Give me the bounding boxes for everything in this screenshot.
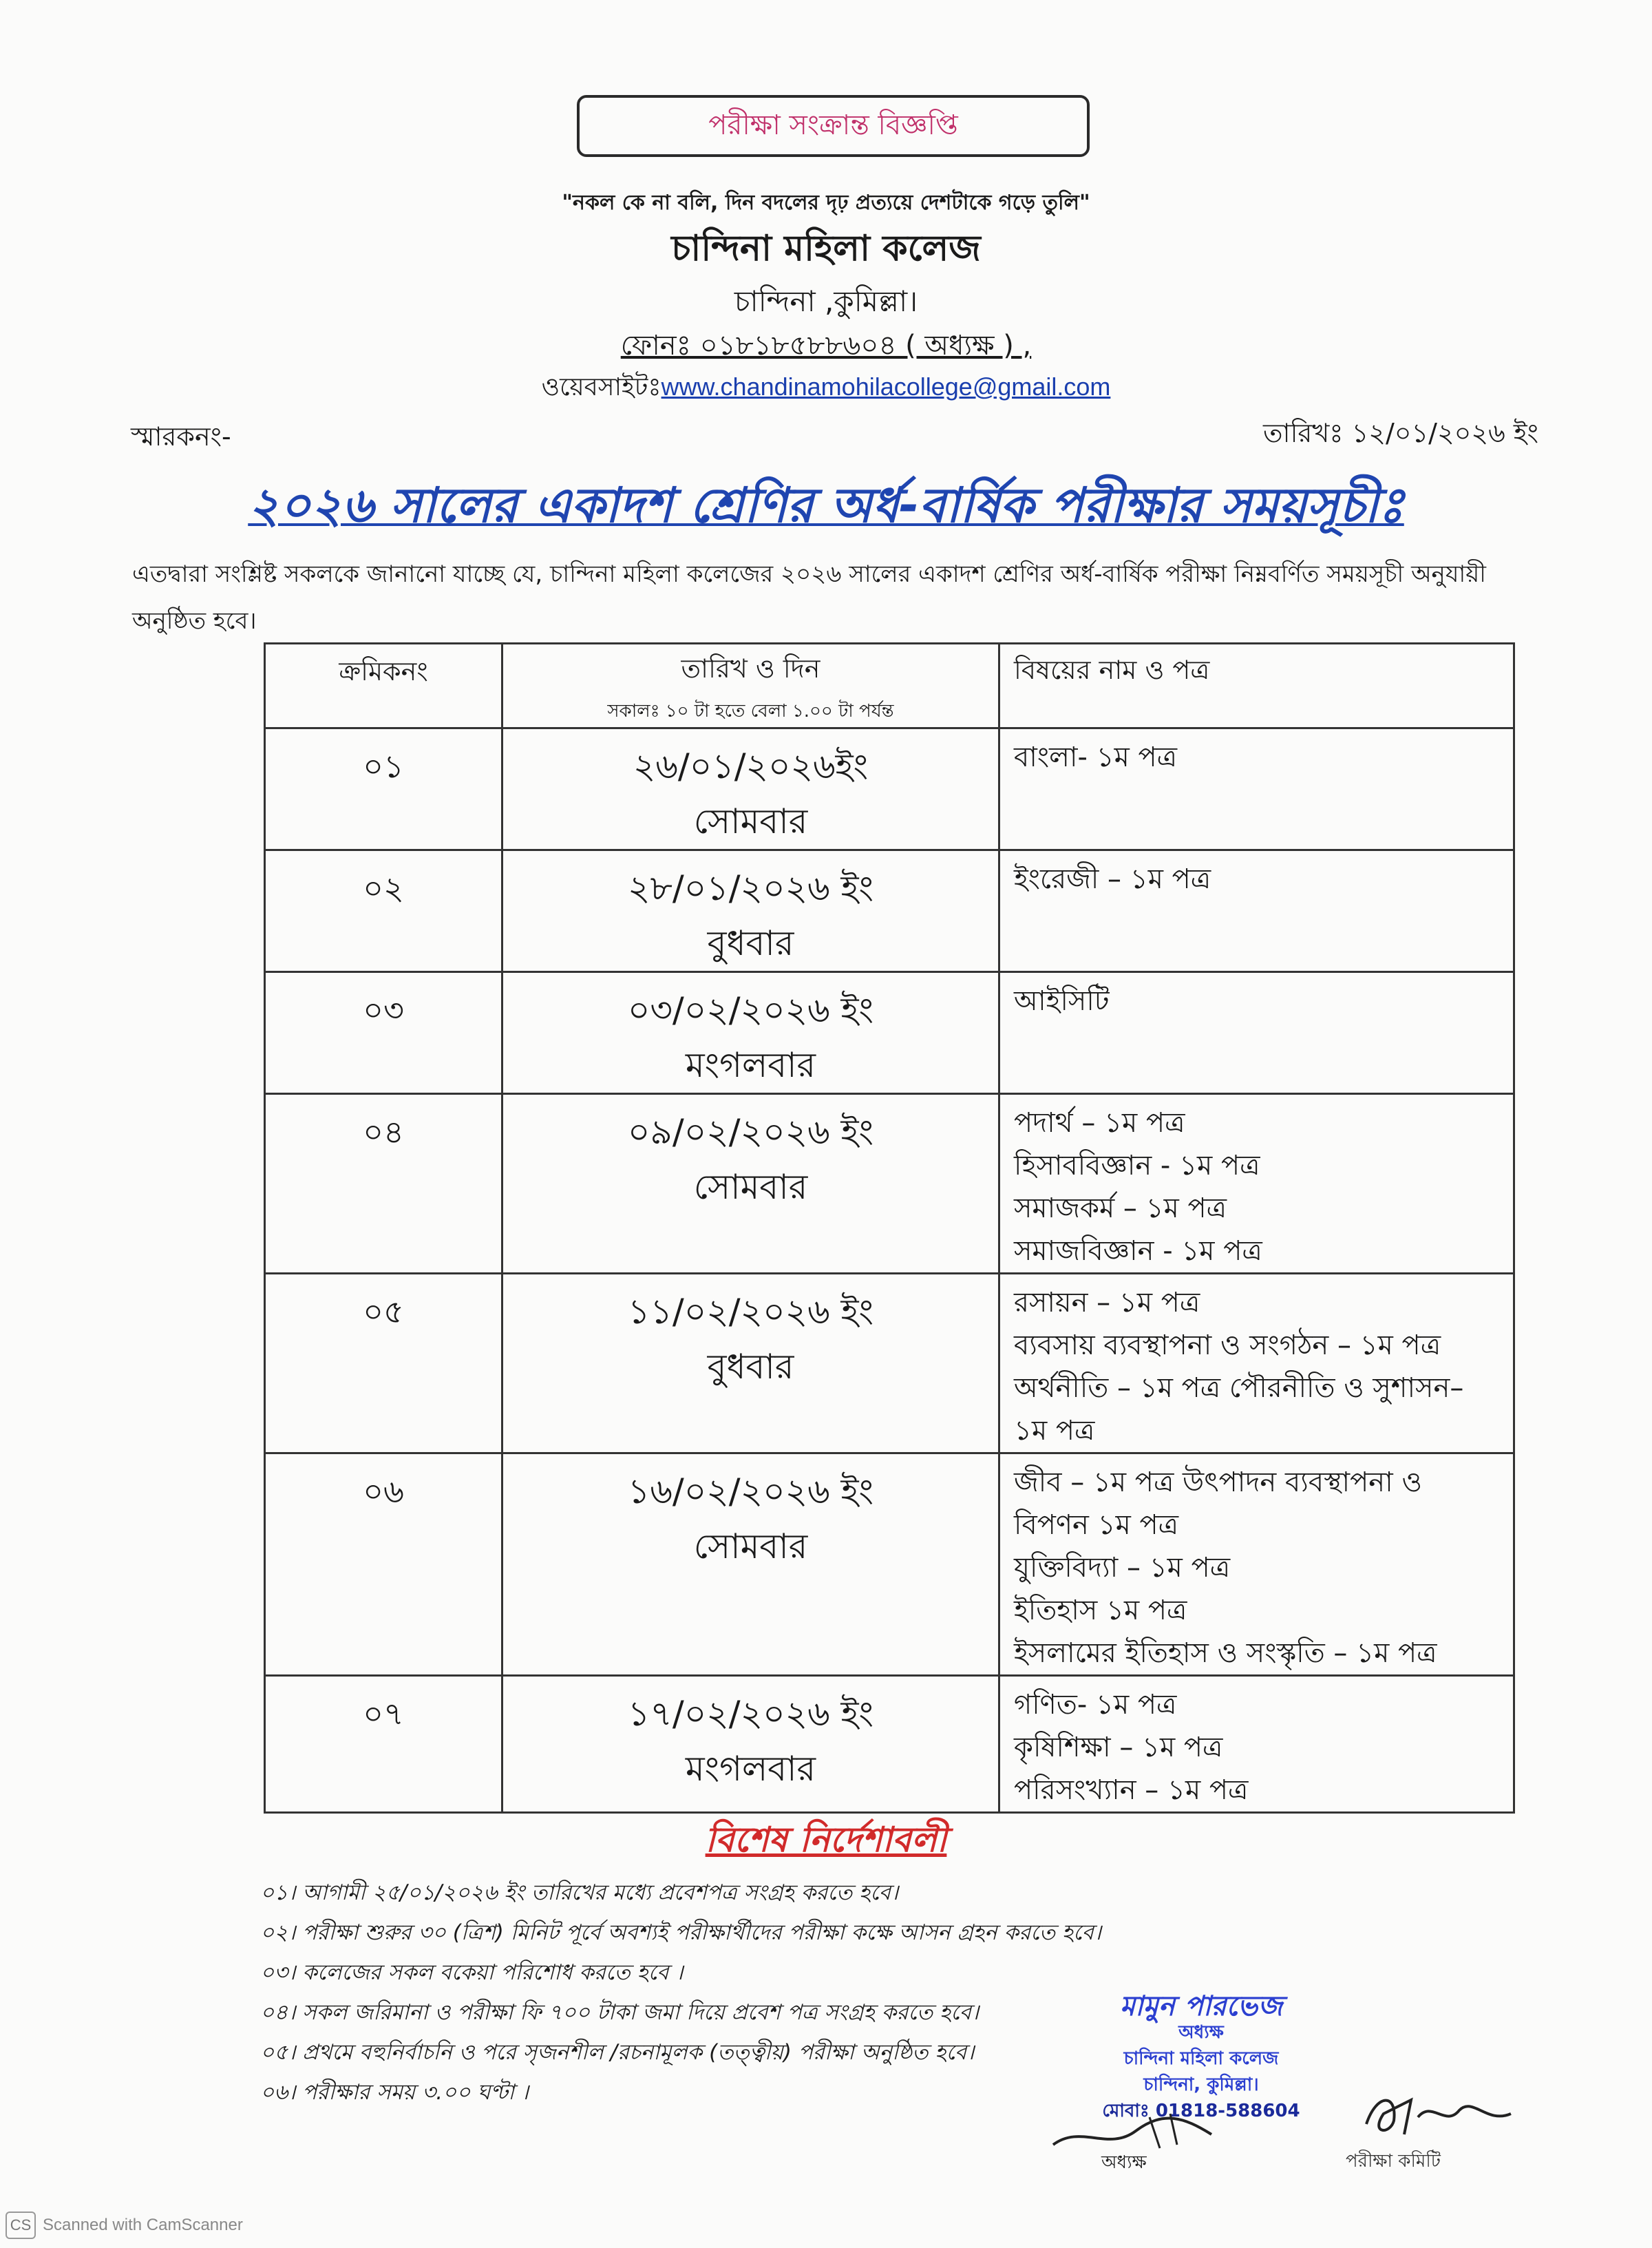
row-date: ০৩/০২/২০২৬ ইং [627, 990, 874, 1030]
subject-line: ইংরেজী – ১ম পত্র [1014, 863, 1211, 895]
row-date: ১৭/০২/২০২৬ ইং [627, 1694, 874, 1734]
camscanner-logo: CS [6, 2212, 36, 2239]
principal-label: অধ্যক্ষ [1101, 2152, 1147, 2173]
row-date-day [502, 1453, 999, 1676]
row-date-day [502, 1676, 999, 1813]
committee-label: পরীক্ষা কমিটি [1346, 2151, 1441, 2172]
instruction-item: ০৫। প্রথমে বহুনির্বাচনি ও পরে সৃজনশীল /রচনামূলক (তত্ত্বীয়) পরীক্ষা অনুষ্ঠিত হবে। [260, 2040, 975, 2065]
row-subjects [999, 1676, 1514, 1813]
row-subjects [999, 1094, 1514, 1274]
row-day: সোমবার [693, 1167, 808, 1207]
row-date-day [502, 1094, 999, 1274]
header-date-day-label: তারিখ ও দিন [681, 653, 820, 684]
row-subjects [999, 1274, 1514, 1453]
table-row [265, 850, 1514, 972]
table-row [265, 1453, 1514, 1676]
stamp-location: চান্দিনা, কুমিল্লা। [1143, 2074, 1259, 2095]
header-subject: বিষয়ের নাম ও পত্র [999, 644, 1514, 728]
college-name: চান্দিনা মহিলা কলেজ [671, 228, 981, 269]
row-serial: ০৪ [265, 1094, 502, 1274]
row-day: সোমবার [693, 801, 808, 841]
stamp-title: অধ্যক্ষ [1178, 2022, 1224, 2043]
header-date-day [502, 644, 999, 728]
row-date: ২৬/০১/২০২৬ইং [633, 746, 869, 786]
college-website [0, 368, 1652, 410]
subject-line: ১ম পত্র [1014, 1415, 1095, 1447]
header-serial: ক্রমিকনং [265, 644, 502, 728]
subject-line: আইসিটি [1014, 985, 1110, 1017]
row-serial: ০১ [265, 728, 502, 850]
instruction-item: ০৪। সকল জরিমানা ও পরীক্ষা ফি ৭০০ টাকা জমা দিয়ে প্রবেশ পত্র সংগ্রহ করতে হবে। [260, 2000, 979, 2025]
table-header-row [265, 644, 1514, 728]
camscanner-watermark: Scanned with CamScanner [43, 2216, 243, 2234]
subject-line: ইতিহাস ১ম পত্র [1014, 1595, 1187, 1626]
subject-line: বিপণন ১ম পত্র [1014, 1509, 1179, 1541]
row-day: মংগলবার [685, 1045, 816, 1085]
subject-line: জীব – ১ম পত্র উৎপাদন ব্যবস্থাপনা ও [1014, 1467, 1422, 1498]
notice-title-box [577, 95, 1090, 157]
subject-line: ইসলামের ইতিহাস ও সংস্কৃতি – ১ম পত্র [1014, 1637, 1437, 1669]
row-date: ০৯/০২/২০২৬ ইং [627, 1112, 874, 1152]
row-serial: ০৫ [265, 1274, 502, 1453]
subject-line: গণিত- ১ম পত্র [1014, 1689, 1177, 1721]
row-subjects [999, 972, 1514, 1094]
table-row [265, 1274, 1514, 1453]
row-date-day [502, 972, 999, 1094]
row-date-day [502, 850, 999, 972]
website-link[interactable]: www.chandinamohilacollege@gmail.com [661, 372, 1111, 401]
row-day: মংগলবার [685, 1749, 816, 1789]
row-date: ১১/০২/২০২৬ ইং [627, 1292, 874, 1332]
college-location: চান্দিনা ,কুমিল্লা। [734, 284, 918, 318]
row-day: বুধবার [707, 1347, 794, 1387]
row-subjects [999, 728, 1514, 850]
row-date: ২৮/০১/২০২৬ ইং [627, 868, 874, 908]
row-date: ১৬/০২/২০২৬ ইং [627, 1471, 874, 1511]
subject-line: বাংলা- ১ম পত্র [1014, 742, 1178, 773]
college-motto: "নকল কে না বলি, দিন বদলের দৃঢ় প্রত্যয়ে দেশটাকে গড়ে তুলি" [562, 191, 1090, 215]
subject-line: সমাজবিজ্ঞান - ১ম পত্র [1014, 1235, 1262, 1267]
instruction-item: ০৬। পরীক্ষার সময় ৩.০০ ঘণ্টা । [260, 2080, 529, 2105]
special-instructions-list [260, 1873, 1101, 2112]
subject-line: পরিসংখ্যান – ১ম পত্র [1014, 1774, 1249, 1806]
row-serial: ০৬ [265, 1453, 502, 1676]
subject-line: হিসাববিজ্ঞান - ১ম পত্র [1014, 1150, 1260, 1181]
committee-signature [1356, 2086, 1521, 2141]
subject-line: রসায়ন – ১ম পত্র [1014, 1287, 1200, 1319]
subject-line: ব্যবসায় ব্যবস্থাপনা ও সংগঠন – ১ম পত্র [1014, 1330, 1441, 1361]
exam-schedule-table [264, 642, 1515, 1814]
memo-number: স্মারকনং- [131, 421, 231, 452]
table-row [265, 728, 1514, 850]
table-row [265, 1094, 1514, 1274]
website-label: ওয়েবসাইটঃ [541, 373, 661, 401]
table-row [265, 972, 1514, 1094]
instruction-item: ০২। পরীক্ষা শুরুর ৩০ (ত্রিশ) মিনিট পূর্বে অবশ্যই পরীক্ষার্থীদের পরীক্ষা কক্ষে আসন গ্রহন করতে হবে। [260, 1920, 1101, 1945]
page-title: ২০২৬ সালের একাদশ শ্রেণির অর্ধ-বার্ষিক পরীক্ষার সময়সূচীঃ [248, 477, 1404, 534]
stamp-name: মামুন পারভেজ [1119, 1990, 1283, 2022]
row-day: বুধবার [707, 923, 794, 963]
row-day: সোমবার [693, 1526, 808, 1566]
row-serial: ০২ [265, 850, 502, 972]
row-serial: ০৩ [265, 972, 502, 1094]
stamp-college: চান্দিনা মহিলা কলেজ [1123, 2048, 1279, 2069]
row-date-day [502, 728, 999, 850]
intro-paragraph: এতদ্বারা সংশ্লিষ্ট সকলকে জানানো যাচ্ছে যে, চান্দিনা মহিলা কলেজের ২০২৬ সালের একাদশ শ্রেণির অর্ধ-বার্ষিক পরীক্ষা নিম্নবর্ণিত সময়সূচী অনুযায়ী অনুষ্ঠিত হবে। [132, 560, 1487, 635]
subject-line: অর্থনীতি – ১ম পত্র পৌরনীতি ও সুশাসন– [1014, 1372, 1464, 1404]
header-exam-time: সকালঃ ১০ টা হতে বেলা ১.০০ টা পর্যন্ত [607, 701, 894, 722]
special-instructions-heading: বিশেষ নির্দেশাবলী [705, 1820, 947, 1860]
notice-date: তারিখঃ ১২/০১/২০২৬ ইং [1263, 418, 1538, 448]
table-row [265, 1676, 1514, 1813]
notice-title: পরীক্ষা সংক্রান্ত বিজ্ঞপ্তি [708, 109, 958, 141]
subject-line: সমাজকর্ম – ১ম পত্র [1014, 1193, 1227, 1224]
instruction-item: ০৩। কলেজের সকল বকেয়া পরিশোধ করতে হবে । [260, 1960, 684, 1985]
row-serial: ০৭ [265, 1676, 502, 1813]
row-subjects [999, 850, 1514, 972]
subject-line: পদার্থ – ১ম পত্র [1014, 1107, 1185, 1139]
instruction-item: ০১। আগামী ২৫/০১/২০২৬ ইং তারিখের মধ্যে প্রবেশপত্র সংগ্রহ করতে হবে। [260, 1880, 899, 1905]
stamp-phone: মোবাঃ 01818-588604 [1102, 2101, 1300, 2121]
subject-line: কৃষিশিক্ষা – ১ম পত্র [1014, 1732, 1223, 1763]
row-date-day [502, 1274, 999, 1453]
college-phone: ফোনঃ ০১৮১৮৫৮৮৬০৪ ( অধ্যক্ষ ) , [620, 330, 1032, 361]
subject-line: যুক্তিবিদ্যা – ১ম পত্র [1014, 1552, 1231, 1584]
row-subjects [999, 1453, 1514, 1676]
